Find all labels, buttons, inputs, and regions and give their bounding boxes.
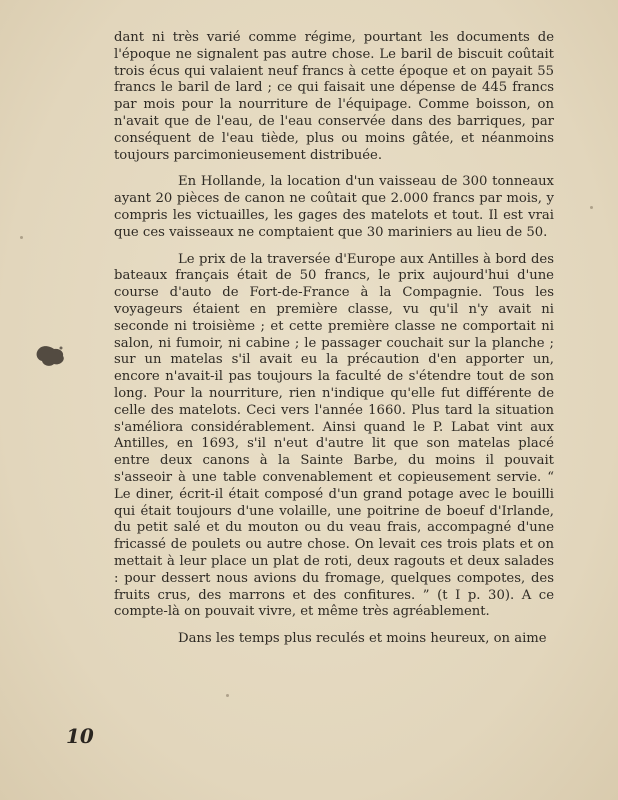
paper-speck: [590, 206, 593, 209]
paper-speck: [226, 694, 229, 697]
paragraph-1: dant ni très varié comme régime, pourtant les documents de l'époque ne signalent pas autre chose. Le baril de biscuit coûtait trois écus qui valaient neuf francs à cette époque et on payait 55 francs le baril de lard ; ce qui faisait une dépense de 445 francs par mois pour la nourriture de l'équipage. Comme boisson, on n'avait que de l'eau, de l'eau conservée dans des barriques, par conséquent de l'eau tiède, plus ou moins gâtée, et néanmoins toujours parcimonieusement distribuée.: [114, 30, 554, 163]
paragraph-2: En Hollande, la location d'un vaisseau de 300 tonneaux ayant 20 pièces de canon ne coûtait que 2.000 francs par mois, y compris les victuailles, les gages des matelots et tout. Il est vrai que ces vaisseaux ne comptaient que 30 mariniers au lieu de 50.: [114, 174, 554, 240]
paragraph-3: Le prix de la traversée d'Europe aux Antilles à bord des bateaux français était de 50 francs, le prix aujourd'hui d'une course d'auto de Fort-de-France à la Compagnie. Tous les voyageurs étaient en première classe, vu qu'il n'y avait ni seconde ni troisième ; et cette première classe ne comportait ni salon, ni fumoir, ni cabine ; le passager couchait sur la planche ; sur un matelas s'il avait eu la précaution d'en apporter un, encore n'avait-il pas toujours la faculté de s'étendre tout de son long. Pour la nourriture, rien n'indique qu'elle fut différente de celle des matelots. Ceci vers l'année 1660. Plus tard la situation s'améliora considérablement. Ainsi quand le P. Labat vint aux Antilles, en 1693, s'il n'eut d'autre lit que son matelas placé entre deux canons à la Sainte Barbe, du moins il pouvait s'asseoir à une table convenablement et copieusement servie. “ Le diner, écrit-il était composé d'un grand potage avec le bouilli qui était toujours d'une volaille, une poitrine de boeuf d'Irlande, du petit salé et du mouton ou du veau frais, accompagné d'une fricassé de poulets ou autre chose. On levait ces trois plats et on mettait à leur place un plat de roti, deux ragouts et deux salades : pour dessert nous avions du fromage, quelques compotes, des fruits crus, des marrons et des confitures. ” (t I p. 30). A ce compte-là on pouvait vivre, et même très agréablement.: [114, 251, 554, 620]
ink-stain: [34, 340, 68, 370]
paragraph-4: Dans les temps plus reculés et moins heureux, on aime: [178, 631, 547, 647]
page-number: 10: [66, 724, 94, 748]
paper-speck: [20, 236, 23, 239]
body-text: [114, 30, 554, 648]
